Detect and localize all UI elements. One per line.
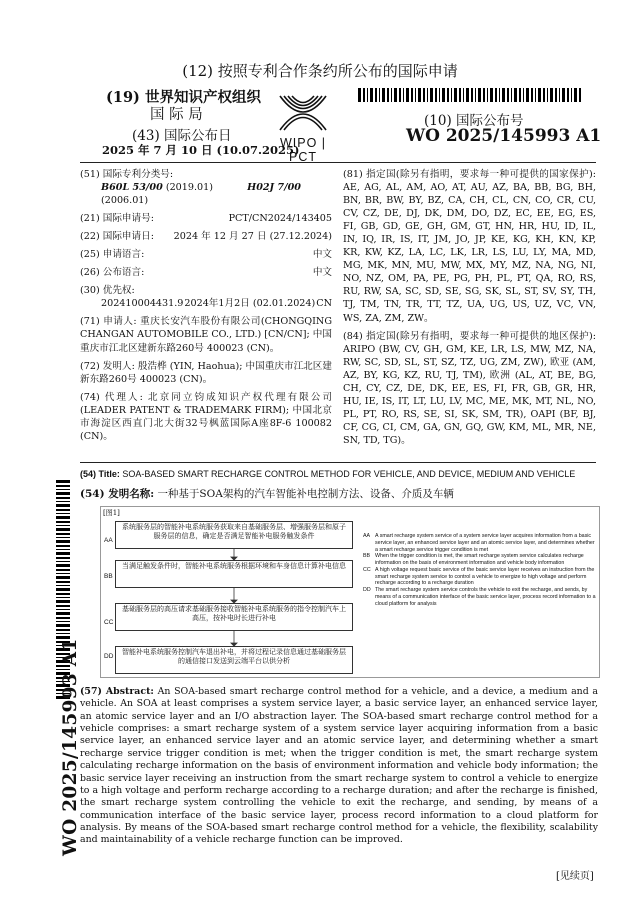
priority-number: 202410004431.9 — [101, 298, 184, 310]
abstract-text: An SOA-based smart recharge control method for a vehicle, and a device, a medium and a vehicle. An SOA at least comprises a system service layer, a basic service layer, an enhanced service layer, an atomic service layer and an I/O abstraction layer. The SOA-based smart recharge control method for a vehicle comprises: a smart recharge system of a system service layer acquiring information from a basic service layer, an enhanced service layer and an atomic service layer, and determining whether a smart recharge service trigger condition is met; when the trigger condition is met, the smart recharge system calculating recharge information on the basis of environment information and vehicle body information; the basic service layer receiving an instruction from the smart recharge system to control a vehicle to energize to a high voltage and perform recharge according to a recharge duration; and after the recharge is finished, the smart recharge system controlling the vehicle to exit the recharge, and sending, by means of a communication interface of the basic service layer, process record information to a cloud platform for analysis. By means of the SOA-based smart recharge control method for a vehicle, the flexibility, scalability and maintainability of a vehicle recharge function can be improved. — [80, 686, 598, 846]
legend-text: A high voltage request basic service of the basic service layer receives an instruction from the smart recharge system service to control a vehicle to energize to high voltage and perform recharge according to a recharge duration — [375, 566, 595, 587]
bibliographic-left — [80, 168, 332, 443]
abstract — [80, 686, 598, 847]
agent: (74) 代理人: 北京同立钧成知识产权代理有限公司(LEADER PATENT & TRADEMARK FIRM); 中国北京市海淀区西直门北大街32号枫蓝国际A座8F-6 100082 (CN)。 — [80, 391, 332, 442]
filing-language-label: (25) 申请语言: — [80, 249, 145, 261]
bibliographic-right — [343, 168, 596, 447]
publication-date-label: (43) 国际公布日 — [132, 128, 232, 144]
legend-item-aa — [363, 533, 597, 553]
legend-item-cc — [363, 567, 597, 587]
flow-tag-cc: CC — [104, 619, 114, 626]
ipc-class-2: H02J 7/00 — [247, 182, 301, 194]
legend-tag: DD — [363, 587, 371, 594]
ipc-label: (51) 国际专利分类号: — [80, 169, 174, 180]
publication-date: 2025 年 7 月 10 日 (10.07.2025) — [102, 143, 300, 157]
figure-caption: [图1] — [103, 509, 120, 517]
flow-tag-dd: DD — [104, 653, 114, 660]
legend-text: The smart recharge system service controls the vehicle to exit the recharge, and sends, by means of a communication interface of the basic service layer, process record information to a cloud platform for analysis — [375, 587, 596, 607]
title-chinese-label: (54) 发明名称: — [80, 488, 155, 500]
legend-tag: CC — [363, 566, 371, 573]
ipc-class-1: B60L 53/00 — [101, 182, 163, 194]
abstract-label: (57) Abstract: — [80, 686, 154, 697]
flow-step-dd: 智能补电系统服务控制汽车退出补电，并将过程记录信息通过基础服务层的通信接口发送到云端平台以供分析 — [115, 646, 353, 674]
filing-date-label: (22) 国际申请日: — [80, 231, 154, 243]
priority-row — [80, 297, 332, 310]
priority-country: CN — [316, 298, 332, 310]
flow-arrows — [101, 507, 361, 677]
flow-tag-aa: AA — [104, 537, 113, 544]
figure-frame — [100, 506, 600, 678]
title-english — [80, 468, 600, 480]
applicant: (71) 申请人: 重庆长安汽车股份有限公司(CHONGQING CHANGAN AUTOMOBILE CO., LTD.) [CN/CN]; 中国重庆市江北区建新东路260号 400023 (CN)。 — [80, 316, 332, 354]
header-divider — [80, 162, 596, 163]
legend-item-bb — [363, 553, 597, 567]
legend-tag: AA — [363, 533, 371, 539]
inventor: (72) 发明人: 殷浩桦 (YIN, Haohua); 中国重庆市江北区建新东路260号 400023 (CN)。 — [80, 360, 332, 385]
filing-language: 中文 — [312, 249, 332, 261]
ipc-classes — [80, 181, 332, 207]
publication-language: 中文 — [312, 267, 332, 279]
legend-item-dd — [363, 587, 597, 607]
publication-number-label: (10) 国际公布号 — [424, 113, 524, 129]
ipc-year-1: (2019.01) — [165, 182, 213, 194]
legend-tag: BB — [363, 553, 371, 560]
ipc-year-2: (2006.01) — [101, 195, 149, 207]
application-number: PCT/CN2024/143405 — [228, 213, 332, 225]
designated-states-regional: (84) 指定国(除另有指明，要求每一种可提供的地区保护): ARIPO (BW, CV, GH, GM, KE, LR, LS, MW, MZ, NA, RW, SC, SD, SL, ST, SZ, TZ, UG, ZM, ZW), 欧亚 (AM, AZ, BY, KG, KZ, RU, TJ, TM), 欧洲 (AL, AT, BE, BG, CH, CY, CZ, DE, DK, EE, ES, FI, FR, GB, GR, HR, HU, IE, IS, IT, LT, LU, LV, MC, ME, MK, MT, NL, NO, PL, PT, RO, RS, SE, SI, SK, SM, TR), OAPI (BF, BJ, CF, CG, CI, CM, GA, GN, GQ, GW, KM, ML, MR, NE, SN, TD, TG)。 — [343, 330, 596, 446]
document-title: (12) 按照专利合作条约所公布的国际申请 — [182, 62, 458, 80]
continued-page-note: [见续页] — [556, 871, 594, 882]
flow-step-cc: 基础服务层的高压请求基础服务接收智能补电系统服务的指令控制汽车上高压，按补电时长进行补电 — [115, 603, 353, 631]
title-english-label: (54) Title: — [80, 469, 120, 479]
application-number-row — [80, 212, 332, 225]
publication-language-label: (26) 公布语言: — [80, 267, 145, 279]
side-publication-number: WO 2025/145993 A1 — [60, 638, 81, 856]
legend-text: A smart recharge system service of a system service layer acquires information from a basic service layer, an enhanced service layer and an atomic service layer, and determines whether a smart recharge service trigger condition is met — [375, 533, 595, 553]
flow-tag-bb: BB — [104, 573, 113, 580]
publication-language-row — [80, 266, 332, 279]
organization-bureau: 国 际 局 — [150, 107, 203, 123]
wipo-logo — [268, 88, 338, 164]
title-chinese — [80, 487, 600, 501]
priority-label: (30) 优先权: — [80, 285, 135, 297]
filing-date: 2024 年 12 月 27 日 (27.12.2024) — [173, 231, 332, 243]
top-barcode — [358, 88, 582, 102]
title-chinese-text: 一种基于SOA架构的汽车智能补电控制方法、设备、介质及车辆 — [157, 488, 454, 500]
flow-step-bb: 当满足触发条件时，智能补电系统服务根据环境和车身信息计算补电信息 — [115, 560, 353, 588]
organization-name: (19) 世界知识产权组织 — [106, 89, 261, 106]
legend-text: When the trigger condition is met, the smart recharge system service calculates recharge information on the basis of environment information and vehicle body information — [375, 553, 584, 567]
wipo-emblem-icon — [268, 88, 338, 134]
designated-states-national: (81) 指定国(除另有指明，要求每一种可提供的国家保护): AE, AG, AL, AM, AO, AT, AU, AZ, BA, BB, BG, BH, BN, BR, BW, BY, BZ, CA, CH, CL, CN, CO, CR, CU, CV, CZ, DE, DJ, DK, DM, DO, DZ, EC, EE, EG, ES, FI, GB, GD, GE, GH, GM, GT, HN, HR, HU, ID, IL, IN, IQ, IR, IS, IT, JM, JO, JP, KE, KG, KH, KN, KP, KR, KW, KZ, LA, LC, LK, LR, LS, LU, LY, MA, MD, MG, MK, MN, MU, MW, MX, MY, MZ, NA, NG, NI, NO, NZ, OM, PA, PE, PG, PH, PL, PT, QA, RO, RS, RU, RW, SA, SC, SD, SE, SG, SK, SL, ST, SV, SY, TH, TJ, TM, TN, TR, TT, TZ, UA, UG, US, UZ, VC, VN, WS, ZA, ZM, ZW。 — [343, 169, 596, 324]
filing-language-row — [80, 248, 332, 261]
application-number-label: (21) 国际申请号: — [80, 213, 154, 225]
figure-legend — [363, 533, 597, 607]
flow-step-aa: 系统服务层的智能补电系统服务获取来自基础服务层、增强服务层和原子服务层的信息，确定是否满足智能补电服务触发条件 — [115, 521, 353, 549]
wipo-pct-text: WIPO | PCT — [279, 136, 327, 164]
priority-date: 2024年1月2日 (02.01.2024) — [184, 298, 316, 310]
title-english-text: SOA-BASED SMART RECHARGE CONTROL METHOD FOR VEHICLE, AND DEVICE, MEDIUM AND VEHICLE — [122, 469, 576, 479]
filing-date-row — [80, 230, 332, 243]
publication-number: WO 2025/145993 A1 — [406, 126, 602, 146]
title-divider — [80, 462, 596, 463]
